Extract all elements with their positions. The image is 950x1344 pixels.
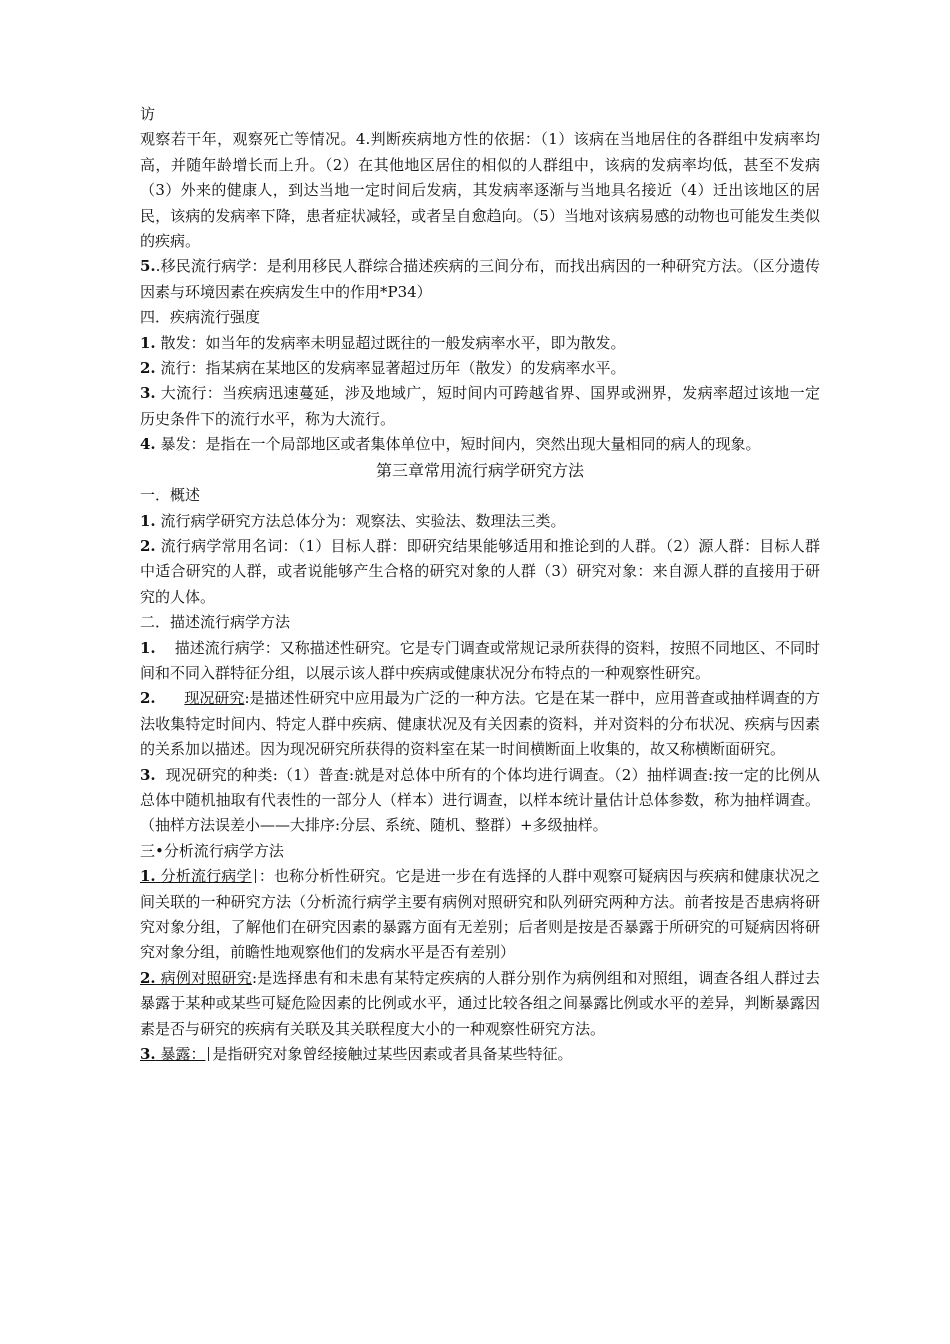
paragraph: 观察若干年，观察死亡等情况。4.判断疾病地方性的依据：（1）该病在当地居住的各群组中发病率均高，并随年龄增长而上升。（2）在其他地区居住的相似的人群组中，该病的发病率均低，甚至不发病（3）外来的健康人，到达当地一定时间后发病，其发病率逐渐与当地具名接近（4）迁出该地区的居民，该病的发病率下降，患者症状减轻，或者呈自愈趋向。（5）当地对该病易感的动物也可能发生类似的疾病。 [140,130,820,251]
list-item [140,534,820,610]
list-item [140,686,820,762]
list-item [140,763,820,839]
item-number: 2. [140,359,156,378]
list-item [140,636,820,687]
item-text: 描述流行病学：又称描述性研究。它是专门调查或常规记录所获得的资料，按照不同地区、不同时间和不同入群特征分组，以展示该人群中疾病或健康状况分布特点的一种观察性研究。 [140,638,820,682]
item-number: 3. [140,1045,156,1064]
item-text: :是选择患有和未患有某特定疾病的人群分别作为病例组和对照组，调查各组人群过去暴露于某种或某些可疑危险因素的比例或水平，通过比较各组之间暴露比例或水平的差异，判断暴露因素是否与研究的疾病有关联及其关联程度大小的一种观察性研究方法。 [140,968,820,1038]
item-text: 流行：指某病在某地区的发病率显著超过历年（散发）的发病率水平。 [160,359,626,378]
term: 病例对照研究 [160,968,252,987]
term: 分析流行病学 [160,867,252,886]
item-text: .移民流行病学：是利用移民人群综合描述疾病的三间分布，而找出病因的一种研究方法。（区分遗传因素与环境因素在疾病发生中的作用*P34） [140,257,820,301]
paragraph: 访 [140,105,156,123]
item-number: 3. [140,765,156,784]
section-heading: 四．疾病流行强度 [140,308,261,327]
item-number: 1. [140,867,156,886]
item-number: 4. [140,435,156,454]
item-text: 流行病学研究方法总体分为：观察法、实验法、数理法三类。 [160,511,566,530]
list-item [140,509,820,534]
list-item [140,331,820,356]
item-number: 1. [140,638,156,657]
section-heading: 一．概述 [140,486,201,505]
paragraph [140,254,820,305]
item-number: 1. [140,511,156,530]
item-text: 流行病学常用名词：（1）目标人群：即研究结果能够适用和推论到的人群。（2）源人群：目标人群中适合研究的人群，或者说能够产生合格的研究对象的人群（3）研究对象：来自源人群的直接用于研究的人体。 [140,536,820,606]
item-number: 3. [140,384,156,403]
list-item [140,864,820,966]
document-body [140,102,820,1067]
item-text: 散发：如当年的发病率未明显超过既往的一般发病率水平，即为散发。 [160,333,626,352]
list-item [140,381,820,432]
item-number: 2. [140,968,156,987]
list-item [140,432,820,457]
item-text: ：也称分析性研究。它是进一步在有选择的人群中观察可疑病因与疾病和健康状况之间关联的一种研究方法（分析流行病学主要有病例对照研究和队列研究两种方法。前者按是否患病将研究对象分组，了解他们在研究因素的暴露方面有无差别；后者则是按是否暴露于所研究的可疑病因将研究对象分组，前瞻性地观察他们的发病水平是否有差别） [140,867,820,962]
section-heading: 二．描述流行病学方法 [140,613,291,632]
item-text: :是描述性研究中应用最为广泛的一种方法。它是在某一群中，应用普查或抽样调查的方法收集特定时间内、特定人群中疾病、健康状况及有关因素的资料，并对资料的分布状况、疾病与因素的关系加以描述。因为现况研究所获得的资料室在某一时间横断面上收集的，故又称横断面研究。 [140,689,821,759]
item-number: 1. [140,333,156,352]
item-number: 5. [140,257,156,276]
term: 现况研究 [184,689,245,708]
term: 暴露： [160,1045,206,1064]
list-item [140,966,820,1042]
section-heading: 三•分析流行病学方法 [140,841,284,860]
item-text: 是指研究对象曾经接触过某些因素或者具备某些特征。 [212,1045,573,1064]
item-text: 大流行：当疾病迅速蔓延，涉及地域广，短时间内可跨越省界、国界或洲界，发病率超过该地一定历史条件下的流行水平，称为大流行。 [140,384,820,428]
cursor-mark [255,869,256,883]
chapter-title: 第三章常用流行病学研究方法 [375,460,584,480]
item-number: 2. [140,536,156,555]
item-text: 暴发：是指在一个局部地区或者集体单位中，短时间内，突然出现大量相同的病人的现象。 [160,435,761,454]
list-item [140,356,820,381]
item-text: 现况研究的种类:（1）普查:就是对总体中所有的个体均进行调查。（2）抽样调查:按一定的比例从总体中随机抽取有代表性的一部分人（样本）进行调查，以样本统计量估计总体参数，称为抽样调查。（抽样方法误差小——大排序:分层、系统、随机、整群）+多级抽样。 [140,765,820,835]
item-number: 2. [140,689,156,708]
cursor-mark [208,1047,209,1061]
list-item [140,1042,820,1067]
